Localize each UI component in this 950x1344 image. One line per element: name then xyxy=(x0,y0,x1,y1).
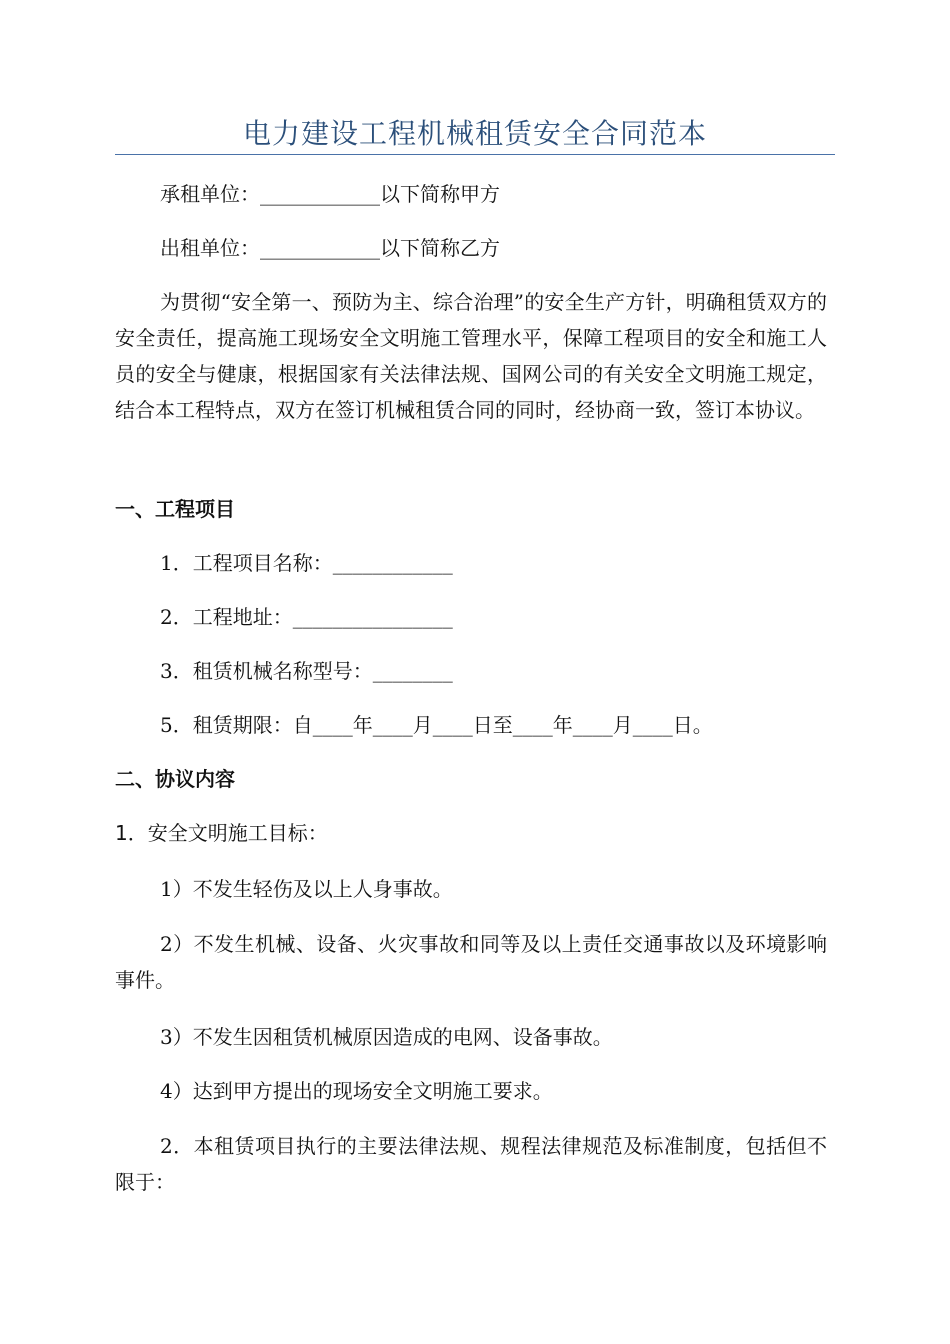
document-title: 电力建设工程机械租赁安全合同范本 xyxy=(242,117,707,150)
section-heading-agreement: 二、协议内容 xyxy=(115,767,235,791)
goal-heading xyxy=(115,816,328,850)
project-item-address: 2．工程地址：________________ xyxy=(160,605,453,629)
project-item-machine: 3．租赁机械名称型号：________ xyxy=(160,659,453,683)
goal-heading-text: ．安全文明施工目标： xyxy=(127,821,328,845)
regulations-paragraph: 2．本租赁项目执行的主要法律法规、规程法律规范及标准制度，包括但不限于： xyxy=(115,1134,827,1194)
title-underline xyxy=(115,154,835,155)
goal-item-4: 4）达到甲方提出的现场安全文明施工要求。 xyxy=(160,1079,553,1103)
goal-item-2: 2）不发生机械、设备、火灾事故和同等及以上责任交通事故以及环境影响事件。 xyxy=(115,932,827,992)
project-item-name: 1．工程项目名称：____________ xyxy=(160,551,453,575)
intro-paragraph: 为贯彻“安全第一、预防为主、综合治理”的安全生产方针，明确租赁双方的安全责任，提高施工现场安全文明施工管理水平，保障工程项目的安全和施工人员的安全与健康，根据国家有关法律法规、国网公司的有关安全文明施工规定，结合本工程特点，双方在签订机械租赁合同的同时，经协商一致，签订本协议。 xyxy=(115,290,827,422)
goal-heading-number: 1 xyxy=(115,821,128,845)
lessor-line: 出租单位：____________以下简称乙方 xyxy=(160,236,500,260)
goal-item-3: 3）不发生因租赁机械原因造成的电网、设备事故。 xyxy=(160,1025,613,1049)
project-item-term: 5．租赁期限：自____年____月____日至____年____月____日。 xyxy=(160,713,713,737)
goal-item-1: 1）不发生轻伤及以上人身事故。 xyxy=(160,877,453,901)
section-heading-project: 一、工程项目 xyxy=(115,497,235,521)
lessee-line: 承租单位：____________以下简称甲方 xyxy=(160,182,500,206)
